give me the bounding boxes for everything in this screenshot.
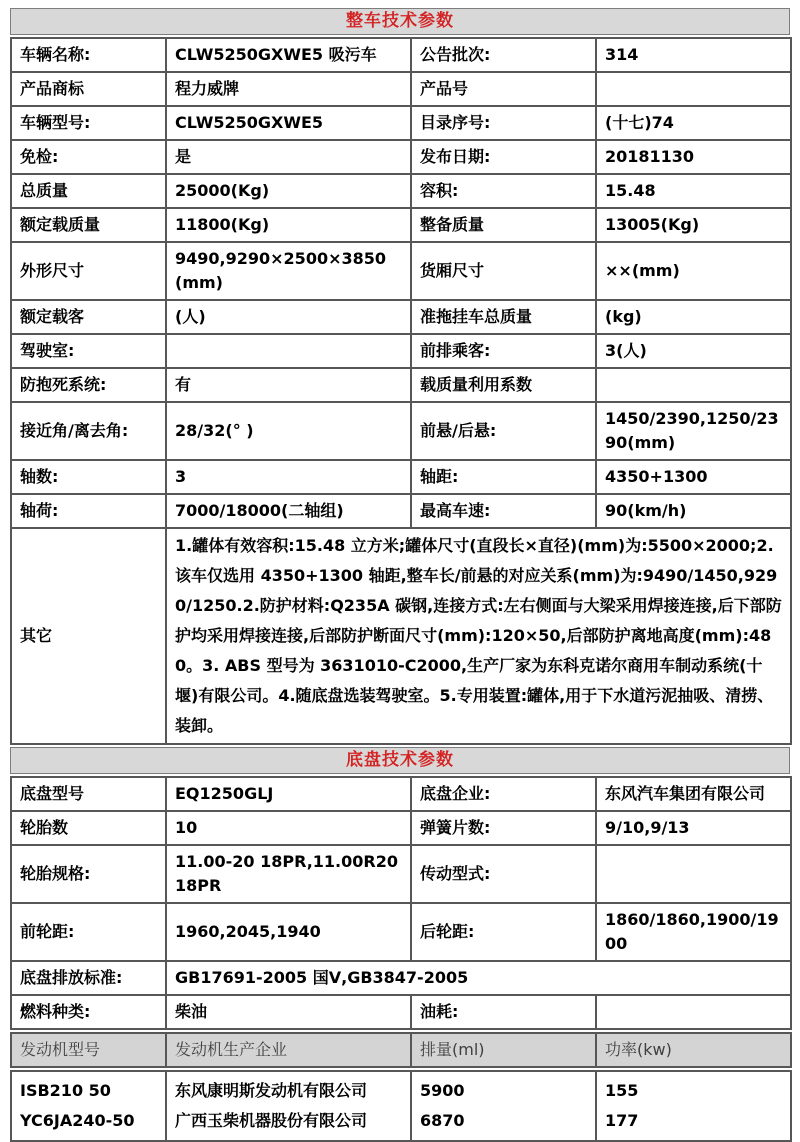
label-cell: 后轮距: [411,903,596,961]
engine-line: 广西玉柴机器股份有限公司 [175,1111,368,1130]
label-cell: 传动型式: [411,845,596,903]
label-cell: 轮胎规格: [11,845,166,903]
value-cell [166,334,411,368]
value-cell [596,845,791,903]
value-cell: 28/32(° ) [166,402,411,460]
engine-data-table [10,1070,792,1142]
vehicle-spec-table [10,37,792,745]
value-cell: (kg) [596,300,791,334]
table-row [11,460,791,494]
label-cell: 底盘企业: [411,777,596,811]
table-row [11,845,791,903]
label-cell: 轴距: [411,460,596,494]
table-row [11,368,791,402]
value-cell: 东风汽车集团有限公司 [596,777,791,811]
value-cell [596,368,791,402]
value-cell: 20181130 [596,140,791,174]
section-title-chassis [10,747,790,774]
value-cell: 10 [166,811,411,845]
label-cell: 免检: [11,140,166,174]
value-cell: CLW5250GXWE5 吸污车 [166,38,411,72]
engine-line: 东风康明斯发动机有限公司 [175,1081,368,1100]
table-row [11,811,791,845]
label-cell: 发布日期: [411,140,596,174]
engine-header-table [10,1032,792,1068]
table-row [11,72,791,106]
label-cell: 准拖挂车总质量 [411,300,596,334]
label-cell: 额定载质量 [11,208,166,242]
label-cell: 额定载客 [11,300,166,334]
value-cell: 3(人) [596,334,791,368]
engine-data-cell [166,1071,411,1141]
table-row [11,208,791,242]
label-cell: 前悬/后悬: [411,402,596,460]
engine-header-power: 功率(kw) [596,1033,791,1067]
emission-value-cell: GB17691-2005 国Ⅴ,GB3847-2005 [166,961,791,995]
label-cell: 轴数: [11,460,166,494]
value-cell: 314 [596,38,791,72]
value-cell [596,72,791,106]
engine-line: 6870 [420,1111,465,1130]
table-row [11,106,791,140]
table-row [11,300,791,334]
value-cell: 9/10,9/13 [596,811,791,845]
label-cell: 产品号 [411,72,596,106]
table-row [11,140,791,174]
table-row [11,494,791,528]
label-cell: 容积: [411,174,596,208]
label-cell: 公告批次: [411,38,596,72]
label-cell: 燃料种类: [11,995,166,1029]
other-value-cell: 1.罐体有效容积:15.48 立方米;罐体尺寸(直段长×直径)(mm)为:5500×2000;2.该车仅选用 4350+1300 轴距,整车长/前悬的对应关系(mm)为:9490/1450,9290/1250.2.防护材料:Q235A 碳钢,连接方式:左右侧面与大梁采用焊接连接,后下部防护均采用焊接连接,后部防护断面尺寸(mm):120×50,后部防护离地高度(mm):480。3. ABS 型号为 3631010-C2000,生产厂家为东科克诺尔商用车制动系统(十堰)有限公司。4.随底盘选装驾驶室。5.专用装置:罐体,用于下水道污泥抽吸、清捞、装卸。 [166,528,791,744]
label-cell: 轮胎数 [11,811,166,845]
value-cell: (人) [166,300,411,334]
label-cell: 整备质量 [411,208,596,242]
engine-header-model: 发动机型号 [11,1033,166,1067]
table-row [11,38,791,72]
value-cell: 7000/18000(二轴组) [166,494,411,528]
value-cell: 11.00-20 18PR,11.00R20 18PR [166,845,411,903]
label-cell: 接近角/离去角: [11,402,166,460]
other-label-cell: 其它 [11,528,166,744]
label-cell: 轴荷: [11,494,166,528]
value-cell: 3 [166,460,411,494]
value-cell: CLW5250GXWE5 [166,106,411,140]
table-row [11,242,791,300]
value-cell: (十七)74 [596,106,791,140]
label-cell: 防抱死系统: [11,368,166,402]
value-cell: 90(km/h) [596,494,791,528]
engine-data-cell [411,1071,596,1141]
value-cell: 15.48 [596,174,791,208]
value-cell: 程力威牌 [166,72,411,106]
engine-header-displacement: 排量(ml) [411,1033,596,1067]
label-cell: 产品商标 [11,72,166,106]
value-cell: 11800(Kg) [166,208,411,242]
engine-header-manufacturer: 发动机生产企业 [166,1033,411,1067]
table-row [11,903,791,961]
engine-line: YC6JA240-50 [20,1111,135,1130]
value-cell: 13005(Kg) [596,208,791,242]
engine-line: 155 [605,1081,639,1100]
engine-data-cell [596,1071,791,1141]
section-title-vehicle-label: 整车技术参数 [346,11,454,31]
label-cell: 外形尺寸 [11,242,166,300]
label-cell: 目录序号: [411,106,596,140]
label-cell: 最高车速: [411,494,596,528]
section-title-chassis-label: 底盘技术参数 [346,750,454,770]
value-cell: 有 [166,368,411,402]
label-cell: 驾驶室: [11,334,166,368]
engine-header-row [11,1033,791,1067]
label-cell: 弹簧片数: [411,811,596,845]
table-row [11,174,791,208]
engine-data-row [11,1071,791,1141]
label-cell: 车辆型号: [11,106,166,140]
engine-line: ISB210 50 [20,1081,111,1100]
table-row [11,334,791,368]
engine-data-cell [11,1071,166,1141]
value-cell [596,995,791,1029]
table-row-other [11,528,791,744]
engine-line: 5900 [420,1081,465,1100]
label-cell: 前排乘客: [411,334,596,368]
value-cell: EQ1250GLJ [166,777,411,811]
label-cell: 前轮距: [11,903,166,961]
value-cell: 9490,9290×2500×3850(mm) [166,242,411,300]
value-cell: 柴油 [166,995,411,1029]
value-cell: ××(mm) [596,242,791,300]
table-row [11,402,791,460]
table-row [11,995,791,1029]
label-cell: 总质量 [11,174,166,208]
value-cell: 1960,2045,1940 [166,903,411,961]
value-cell: 1860/1860,1900/1900 [596,903,791,961]
chassis-spec-table [10,776,792,1030]
label-cell: 底盘型号 [11,777,166,811]
value-cell: 是 [166,140,411,174]
value-cell: 25000(Kg) [166,174,411,208]
label-cell: 车辆名称: [11,38,166,72]
label-cell: 载质量利用系数 [411,368,596,402]
label-cell: 货厢尺寸 [411,242,596,300]
emission-label-cell: 底盘排放标准: [11,961,166,995]
section-title-vehicle [10,8,790,35]
value-cell: 1450/2390,1250/2390(mm) [596,402,791,460]
table-row [11,777,791,811]
engine-line: 177 [605,1111,639,1130]
table-row-emission [11,961,791,995]
value-cell: 4350+1300 [596,460,791,494]
label-cell: 油耗: [411,995,596,1029]
